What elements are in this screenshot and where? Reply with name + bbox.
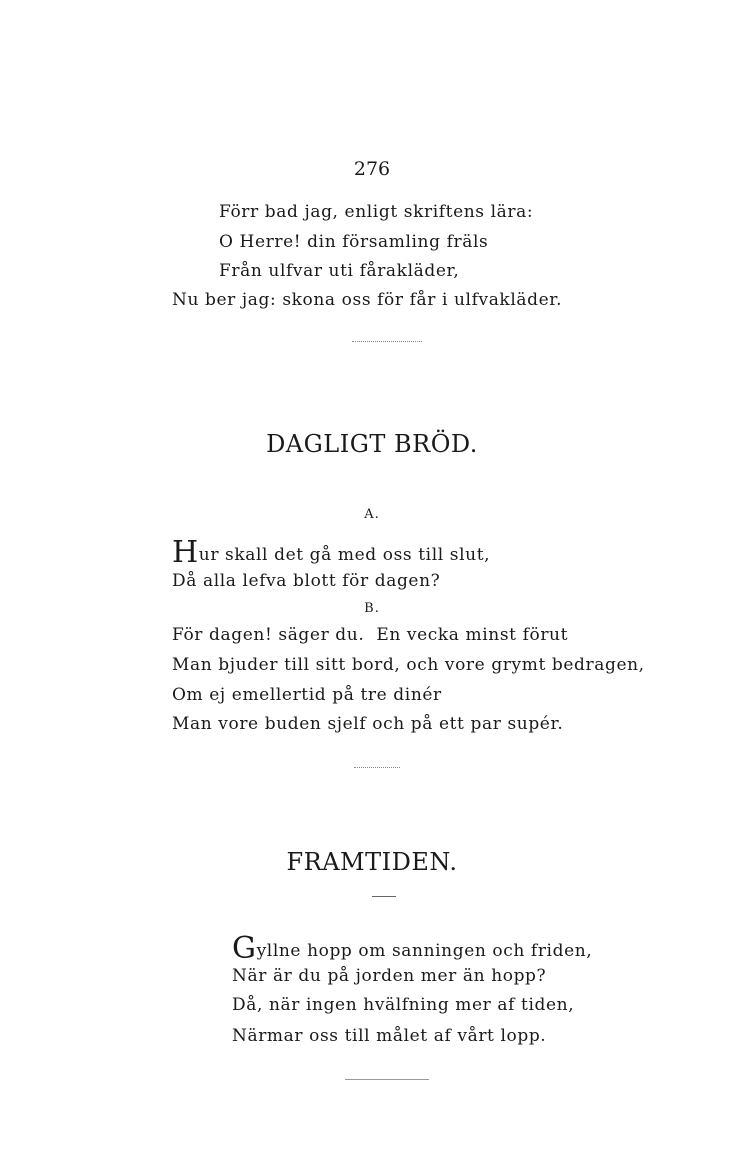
- poem2-b-line-3: Om ej emellertid på tre dinér: [172, 685, 442, 705]
- poem2-b-line-1: För dagen! säger du. En vecka minst förut: [172, 625, 569, 645]
- page-number: 276: [353, 158, 391, 180]
- poem1-line-3: Från ulfvar uti fårakläder,: [219, 261, 460, 281]
- section-divider: [354, 767, 400, 768]
- poem2-a-line-2: Då alla lefva blott för dagen?: [172, 571, 441, 591]
- poem3-line-3: Då, när ingen hvälfning mer af tiden,: [232, 995, 575, 1015]
- drop-cap: H: [172, 535, 199, 570]
- line-text: ur skall det gå med oss till slut,: [198, 545, 491, 565]
- end-divider: [345, 1079, 429, 1080]
- poem1-line-1: Förr bad jag, enligt skriftens lära:: [219, 202, 534, 222]
- poem3-line-1: [232, 931, 593, 966]
- speaker-a-label: A.: [364, 507, 380, 522]
- poem3-line-4: Närmar oss till målet af vårt lopp.: [232, 1026, 547, 1046]
- poem2-b-line-2: Man bjuder till sitt bord, och vore grymt bedragen,: [172, 655, 645, 675]
- poem2-title: DAGLIGT BRÖD.: [266, 430, 478, 458]
- drop-cap: G: [232, 931, 257, 966]
- poem1-line-2: O Herre! din församling fräls: [219, 232, 489, 252]
- poem2-a-line-1: [172, 535, 491, 570]
- poem2-b-line-4: Man vore buden sjelf och på ett par supér.: [172, 714, 564, 734]
- line-text: yllne hopp om sanningen och friden,: [256, 941, 593, 961]
- poem3-title: FRAMTIDEN.: [286, 848, 458, 876]
- title-underline: [372, 896, 396, 897]
- section-divider: [352, 341, 422, 342]
- speaker-b-label: B.: [364, 601, 380, 616]
- poem1-line-4: Nu ber jag: skona oss för får i ulfvakläder.: [172, 290, 563, 310]
- poem3-line-2: När är du på jorden mer än hopp?: [232, 966, 547, 986]
